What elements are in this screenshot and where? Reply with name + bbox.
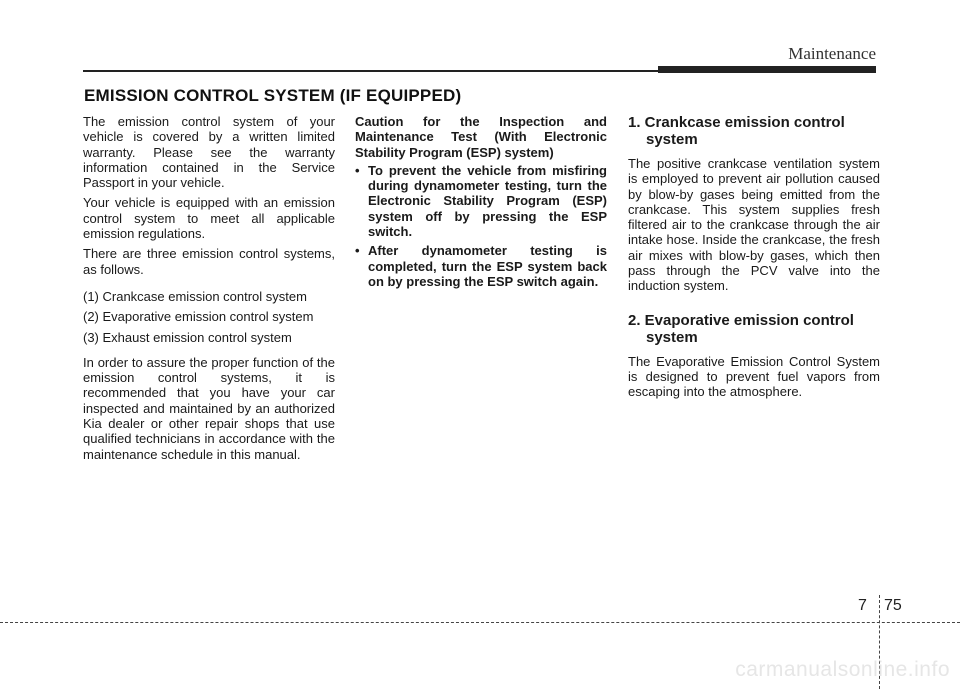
evaporative-paragraph: The Evaporative Emission Control System is designed to prevent fuel vapors from escaping into the atmosphere.: [628, 353, 880, 400]
column-2: [355, 114, 607, 293]
header-rule-thin: [83, 70, 658, 72]
caution-heading: Caution for the Inspection and Maintenance Test (With Electronic Stability Program (ESP) system): [355, 114, 607, 160]
intro-paragraph-1: The emission control system of your vehicle is covered by a written limited warranty. Please see the warranty information contained in the Service Passport in your vehicle.: [83, 114, 335, 191]
list-item: (3) Exhaust emission control system: [83, 329, 292, 345]
list-item: (1) Crankcase emission control system: [83, 288, 307, 304]
column-3: [628, 114, 880, 405]
bullet-item: • After dynamometer testing is completed, turn the ESP system back on by pressing the ESP switch again.: [355, 243, 607, 289]
page-number: 75: [884, 597, 902, 614]
list-item: (2) Evaporative emission control system: [83, 309, 314, 325]
footer-rule: [0, 622, 960, 623]
chapter-number: 7: [858, 597, 867, 614]
intro-paragraph-4: In order to assure the proper function of the emission control systems, it is recommended that you have your car inspected and maintained by an authorized Kia dealer or other repair shops that use qualified technicians in accordance with the maintenance schedule in this manual.: [83, 354, 335, 462]
crankcase-paragraph: The positive crankcase ventilation system is employed to prevent air pollution caused by blow-by gases being emitted from the crankcase. This system supplies fresh filtered air to the crankcase through the air intake hose. Inside the crankcase, the fresh air mixes with blow-by gases, which then pass through the PCV valve into the induction system.: [628, 156, 880, 294]
header-title: Maintenance: [788, 44, 876, 63]
emission-systems-list: [83, 289, 335, 345]
header-rule-thick: [658, 66, 876, 73]
caution-bullets: [355, 163, 607, 289]
intro-paragraph-2: Your vehicle is equipped with an emission control system to meet all applicable emission regulations.: [83, 195, 335, 242]
evaporative-heading: 2. Evaporative emission control system: [628, 311, 854, 346]
section-title: EMISSION CONTROL SYSTEM (IF EQUIPPED): [84, 86, 462, 105]
crankcase-heading: 1. Crankcase emission control system: [628, 114, 845, 148]
column-1: [83, 114, 335, 467]
watermark: carmanualsonline.info: [735, 658, 950, 681]
intro-paragraph-3: There are three emission control systems, as follows.: [83, 246, 335, 277]
bullet-item: • To prevent the vehicle from misfiring during dynamometer testing, turn the Electronic Stability Program (ESP) system off by pressing the ESP switch.: [355, 163, 607, 239]
